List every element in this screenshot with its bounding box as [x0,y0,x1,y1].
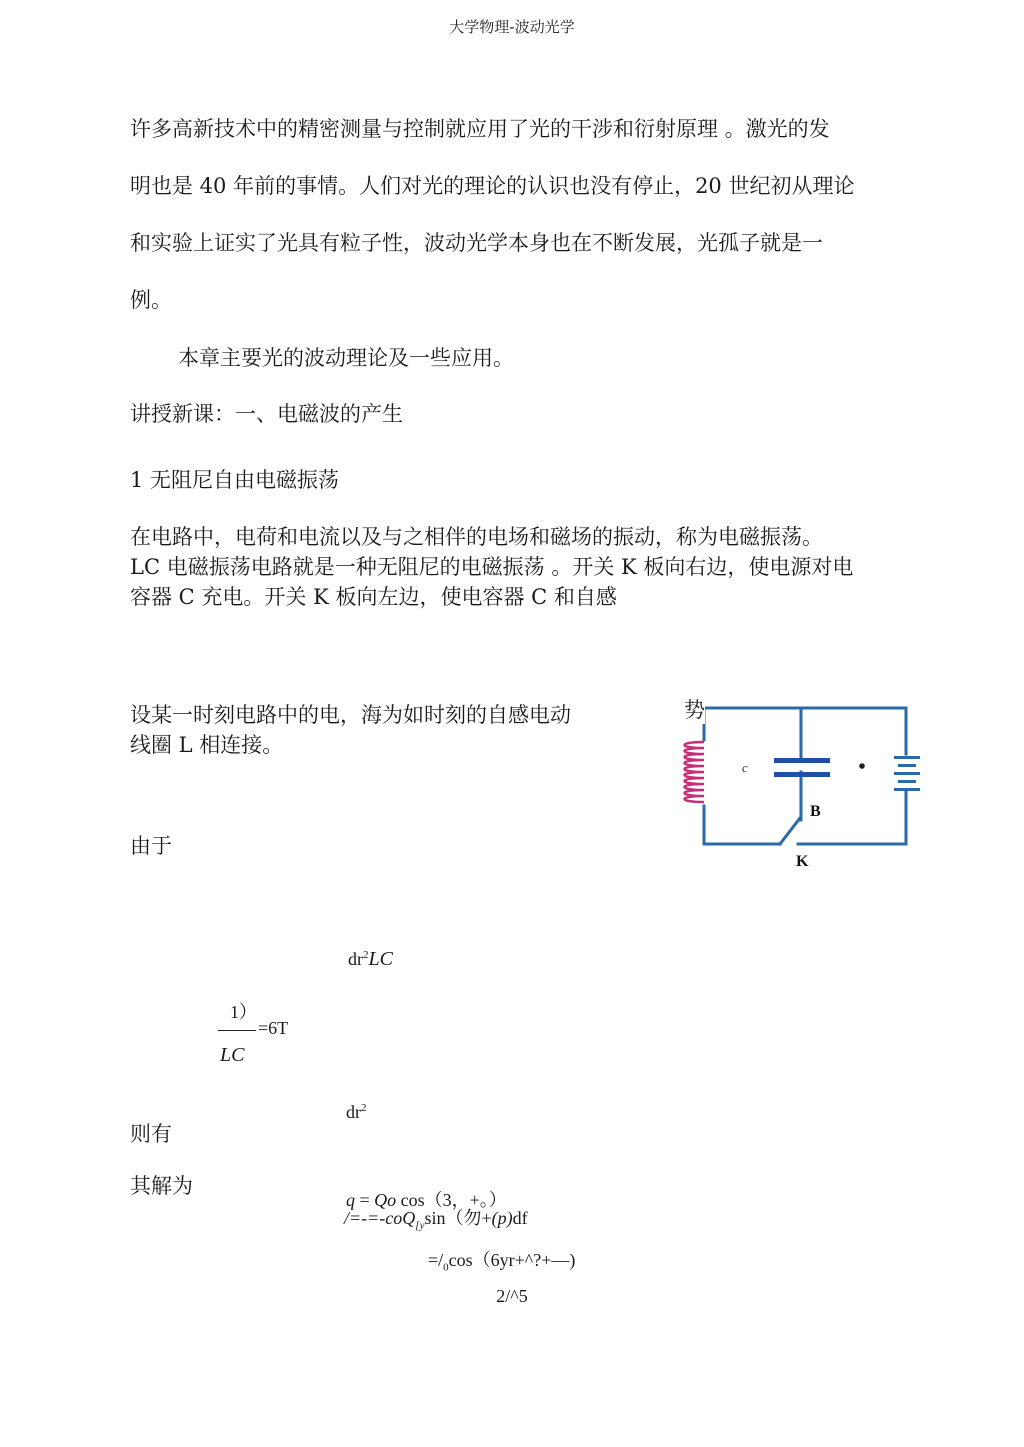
sol-i2-sub: 0 [443,1261,449,1274]
sol-q-var: q [346,1190,355,1210]
sol-i-end: df [512,1208,528,1228]
since-label: 由于 [130,834,172,858]
switch-label: K [796,853,809,870]
eq1-prefix: dr [348,949,363,969]
inductor-coil [685,742,705,802]
battery-plate-long [894,788,920,791]
sol-i-phase: (p) [491,1208,513,1228]
solution-i-2 [428,1246,575,1274]
sol-i-lhs: /=-=- [344,1208,386,1228]
sol-q-amp: Qo [374,1190,397,1210]
eq1-suffix: LC [368,948,393,970]
intro-paragraph [130,101,854,329]
sol-q-eq: = [355,1190,375,1210]
lc-circuit-svg [676,692,936,882]
equation-line-1 [348,948,393,971]
setup-line: 线圈 L 相连接。 [130,733,284,757]
setup-line: 设某一时刻电路中的电，海为如时刻的自感电动 [130,703,571,727]
capacitor-bottom-plate [774,772,830,777]
overflow-char: 势 [684,694,705,724]
setup-paragraph [130,700,571,760]
fraction-numerator: 1） [230,1002,257,1022]
fraction-denominator: LC [220,1044,245,1066]
sol-i-mid: sin（勿+ [424,1208,492,1228]
eq1-sup: 2 [363,949,369,961]
lc-line: 容器 C 充电。开关 K 板向左边，使电容器 C 和自感 [130,585,617,609]
fraction-rhs: =6T [258,1018,289,1038]
lc-line: 在电路中，电荷和电流以及与之相伴的电场和磁场的振动，称为电磁振荡。 [130,525,823,549]
then-label: 则有 [130,1122,172,1146]
intro-line: 许多高新技术中的精密测量与控制就应用了光的干涉和衍射原理 。激光的发 [130,117,830,141]
sol-i-sub: [y [415,1219,425,1232]
chapter-summary: 本章主要光的波动理论及一些应用。 [178,346,514,370]
intro-line: 明也是 40 年前的事情。人们对光的理论的认识也没有停止，20 世纪初从理论 [130,174,855,198]
circuit-dot [859,763,865,769]
sol-i2-prefix: =/ [428,1250,444,1270]
lc-line: LC 电磁振荡电路就是一种无阻尼的电磁振荡 。开关 K 板向右边，使电源对电 [130,555,854,579]
capacitor-top-plate [774,758,830,763]
battery-plate-long [894,772,920,775]
period-formula: 2/^5 [496,1286,528,1306]
fraction-bar [218,1030,256,1031]
equation-line-2 [346,1102,367,1123]
eq2-sup: 2 [361,1102,367,1114]
battery-plate-short [898,780,916,783]
subsection-heading: 1 无阻尼自由电磁振荡 [130,468,340,492]
eq2-prefix: dr [346,1102,361,1122]
sol-i-coef: coQ [385,1208,416,1228]
sol-q-rest: cos（3，+。） [396,1190,507,1210]
battery-plate-long [894,756,920,759]
lc-circuit-diagram [676,692,936,882]
battery-plate-short [898,764,916,767]
solution-i [344,1204,528,1232]
intro-line: 和实验上证实了光具有粒子性，波动光学本身也在不断发展，光孤子就是一 [130,231,823,255]
sol-i2-rest: cos（6yr+^?+—) [448,1250,576,1270]
intro-line: 例。 [130,288,172,312]
capacitor-label: c [742,760,748,775]
switch-blade [780,818,800,844]
lecture-heading: 讲授新课：一、电磁波的产生 [130,402,403,426]
lc-paragraph [130,522,853,612]
solution-label: 其解为 [130,1174,193,1198]
page-header: 大学物理-波动光学 [449,18,575,36]
plate-label: B [810,803,821,820]
